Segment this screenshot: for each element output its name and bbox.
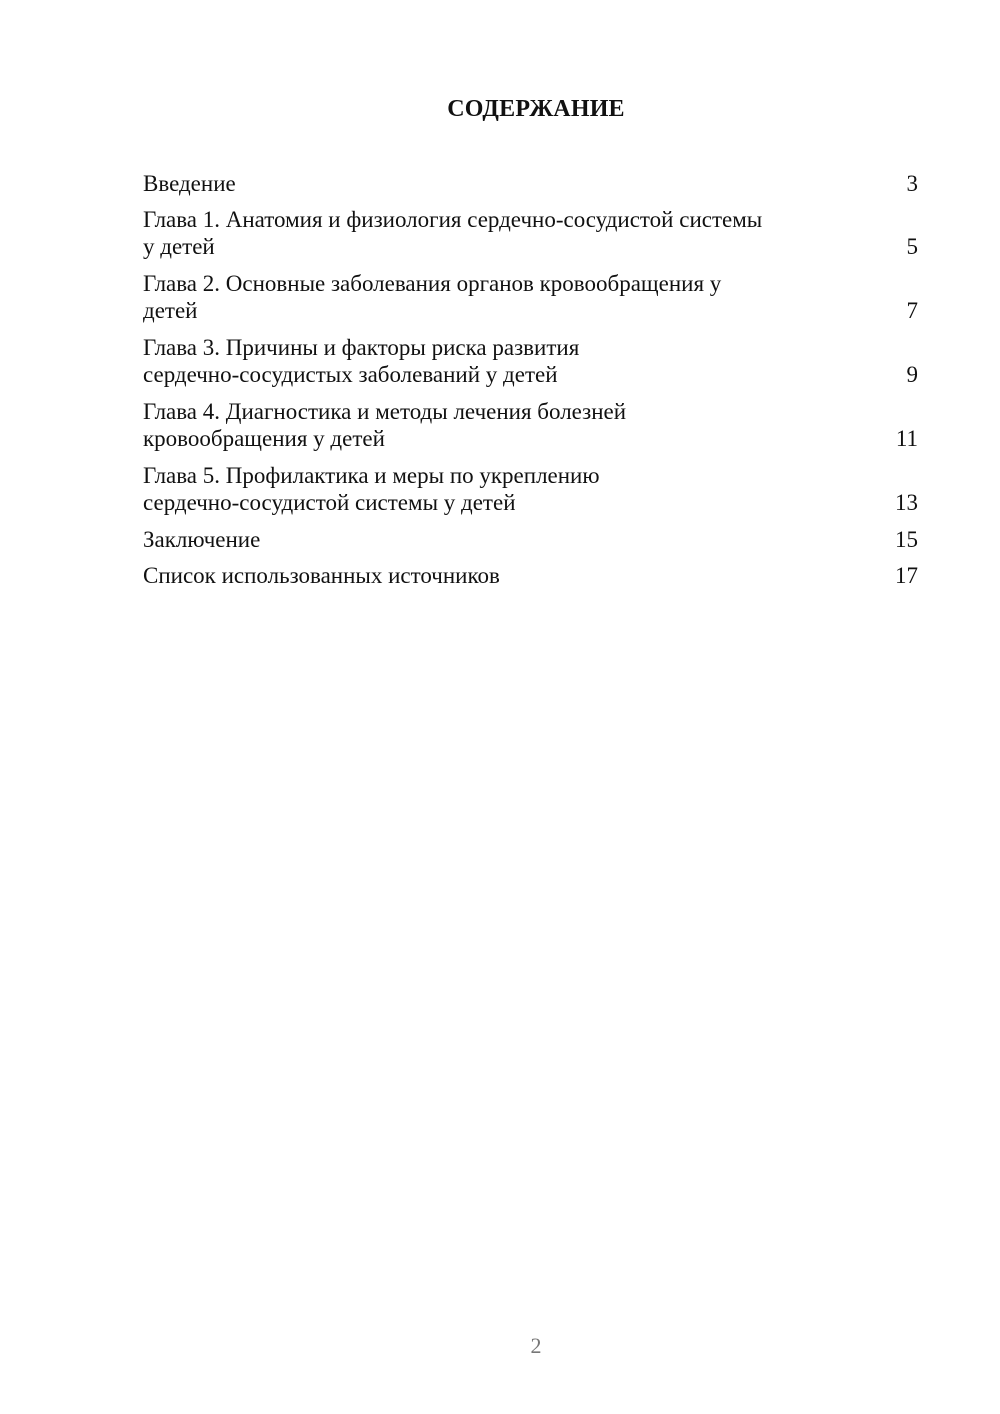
toc-entry-line: у детей — [143, 234, 215, 259]
toc-entry-line: Глава 3. Причины и факторы риска развития — [143, 335, 580, 360]
page-footer-number: 2 — [530, 1333, 542, 1358]
toc-entry-page-number: 7 — [906, 298, 918, 323]
page-title: СОДЕРЖАНИЕ — [447, 96, 625, 122]
table-of-contents — [143, 170, 918, 598]
toc-entry-line: Введение — [143, 171, 236, 196]
toc-entry-line: Глава 2. Основные заболевания органов кровообращения у — [143, 271, 722, 296]
toc-entry-text — [143, 270, 721, 324]
toc-entry-line: Список использованных источников — [143, 563, 500, 588]
toc-entry-conclusion[interactable] — [143, 526, 918, 553]
toc-entry-references[interactable] — [143, 562, 918, 589]
toc-entry-chapter-3[interactable] — [143, 334, 918, 388]
toc-entry-line: Глава 5. Профилактика и меры по укреплению — [143, 463, 600, 488]
toc-entry-line: сердечно-сосудистой системы у детей — [143, 490, 516, 515]
toc-entry-chapter-5[interactable] — [143, 462, 918, 516]
toc-entry-introduction[interactable] — [143, 170, 918, 197]
toc-entry-chapter-4[interactable] — [143, 398, 918, 452]
toc-entry-line: детей — [143, 298, 198, 323]
toc-entry-text — [143, 398, 626, 452]
toc-entry-page-number: 13 — [895, 490, 918, 515]
toc-entry-page-number: 15 — [895, 527, 918, 552]
toc-entry-page-number: 5 — [906, 234, 918, 259]
toc-entry-line: сердечно-сосудистых заболеваний у детей — [143, 362, 558, 387]
toc-entry-page-number: 11 — [895, 426, 918, 451]
toc-entry-text — [143, 562, 500, 589]
toc-entry-text — [143, 526, 260, 553]
toc-entry-page-number: 17 — [895, 563, 918, 588]
toc-entry-line: Заключение — [143, 527, 261, 552]
toc-entry-chapter-1[interactable] — [143, 206, 918, 260]
toc-entry-page-number: 9 — [906, 362, 918, 387]
toc-entry-chapter-2[interactable] — [143, 270, 918, 324]
toc-entry-text — [143, 206, 762, 260]
toc-entry-page-number: 3 — [906, 171, 918, 196]
toc-entry-text — [143, 170, 236, 197]
toc-entry-text — [143, 334, 579, 388]
toc-entry-line: кровообращения у детей — [143, 426, 385, 451]
toc-entry-line: Глава 4. Диагностика и методы лечения болезней — [143, 399, 627, 424]
toc-entry-text — [143, 462, 600, 516]
toc-entry-line: Глава 1. Анатомия и физиология сердечно-сосудистой системы — [143, 207, 763, 232]
